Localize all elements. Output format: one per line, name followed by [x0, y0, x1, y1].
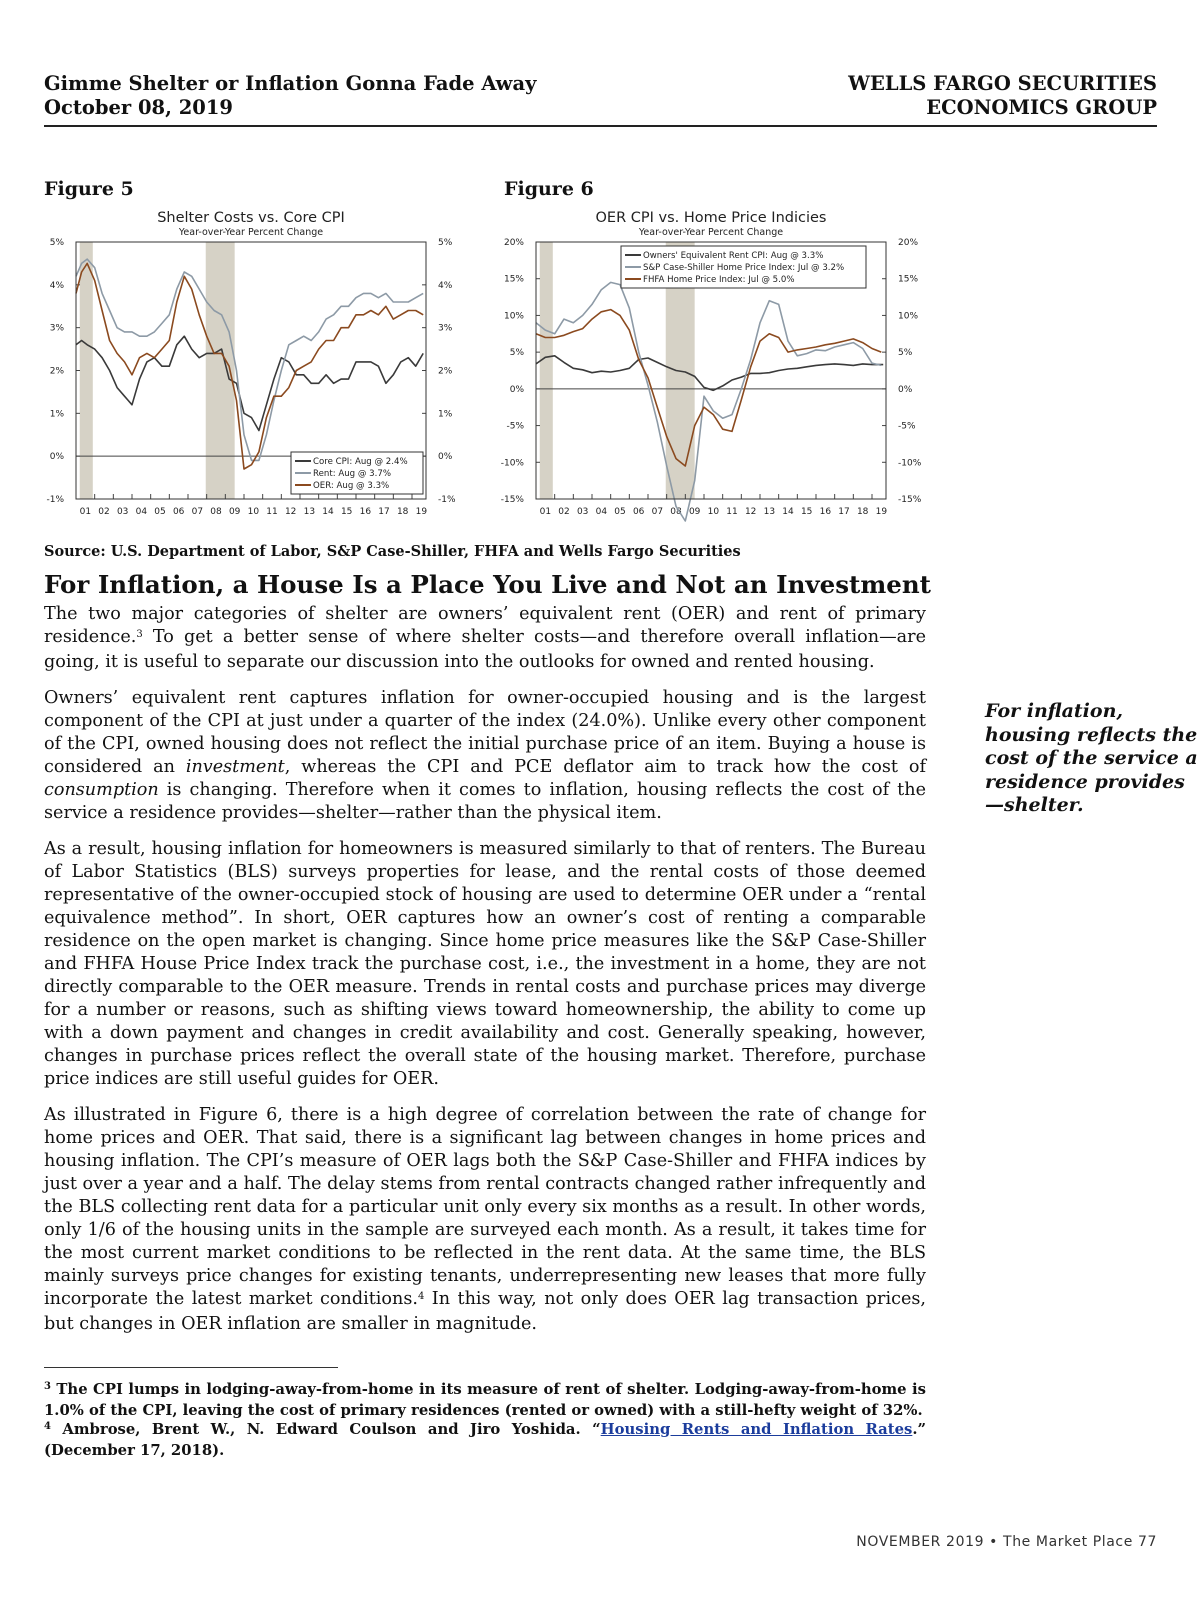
fig5-xtick-14: 14 — [322, 507, 334, 517]
fig6-xtick-04: 04 — [595, 507, 608, 517]
fig6-xtick-06: 06 — [632, 507, 645, 517]
footnote-4-text-a: Ambrose, Brent W., N. Edward Coulson and Jiro Yoshida. “ — [50, 1421, 601, 1438]
fig5-xtick-11: 11 — [266, 507, 278, 517]
fig5-subtitle: Year-over-Year Percent Change — [178, 227, 324, 238]
p2-text-b: , whereas the CPI and PCE deflator aim to track how the cost of — [284, 757, 926, 777]
fig5-legend-label-0: Core CPI: Aug @ 2.4% — [313, 457, 408, 467]
report-date: October 08, 2019 — [44, 96, 233, 119]
footnotes — [44, 1380, 926, 1460]
fig6-ytick-left-2: 10% — [503, 311, 524, 322]
p2-emphasis-consumption: consumption — [44, 780, 159, 800]
fig6-ytick-left-5: -5% — [506, 421, 524, 432]
fig6-ytick-left-1: 15% — [503, 274, 524, 285]
fig6-ytick-right-4: 0% — [898, 384, 913, 395]
fig5-title: Shelter Costs vs. Core CPI — [157, 210, 345, 226]
fig5-xtick-15: 15 — [340, 507, 353, 517]
footnote-3 — [44, 1380, 926, 1420]
fig6-title: OER CPI vs. Home Price Indicies — [595, 210, 827, 226]
article-body — [44, 603, 926, 1349]
fig5-xtick-01: 01 — [79, 507, 92, 517]
fig6-ytick-right-2: 10% — [898, 311, 919, 322]
p2-text-c: is changing. Therefore when it comes to inflation, housing reflects the cost of the service a residence provides—shelter—rather than the physical item. — [44, 780, 926, 823]
fig6-ytick-right-5: -5% — [898, 421, 916, 432]
fig6-subtitle: Year-over-Year Percent Change — [638, 227, 784, 238]
paragraph-1 — [44, 603, 926, 674]
fig6-xtick-02: 02 — [558, 507, 570, 517]
fig6-xtick-07: 07 — [651, 507, 664, 517]
fig5-series-line-1 — [76, 259, 423, 460]
figure6-label: Figure 6 — [504, 178, 594, 200]
fig6-xtick-15: 15 — [800, 507, 813, 517]
fig6-series-line-2 — [536, 310, 881, 466]
fig6-xtick-03: 03 — [576, 507, 589, 517]
fig5-ytick-left-1: 4% — [49, 280, 64, 291]
header-rule — [44, 125, 1157, 127]
fig5-xtick-17: 17 — [378, 507, 390, 517]
fig6-xtick-11: 11 — [726, 507, 738, 517]
fig6-xtick-10: 10 — [707, 507, 720, 517]
report-header-right — [848, 72, 1157, 120]
fig5-ytick-right-1: 4% — [438, 280, 453, 291]
fig5-xtick-05: 05 — [154, 507, 166, 517]
fig5-ytick-left-2: 3% — [49, 323, 64, 334]
fig5-xtick-09: 09 — [228, 507, 241, 517]
fig5-xtick-10: 10 — [247, 507, 260, 517]
footnote-4-text-b: .” (December 17, 2018). — [44, 1421, 926, 1459]
fig5-ytick-left-4: 1% — [49, 409, 64, 420]
fig5-ytick-right-5: 0% — [438, 452, 453, 463]
fig6-ytick-left-3: 5% — [509, 348, 524, 359]
fig6-ytick-right-1: 15% — [898, 274, 919, 285]
p2-emphasis-investment: investment — [185, 757, 285, 777]
fig6-xtick-19: 19 — [875, 507, 888, 517]
fig6-xtick-08: 08 — [670, 507, 682, 517]
fig6-ytick-left-4: 0% — [509, 384, 524, 395]
footnote-ref-3[interactable]: 3 — [136, 629, 143, 640]
fig5-xtick-04: 04 — [135, 507, 148, 517]
footnote-3-text: The CPI lumps in lodging-away-from-home in its measure of rent of shelter. Lodging-away-from-home is 1.0% of the CPI, leaving the cost of primary residences (rented or owned) with a still-hefty weight of 32%. — [44, 1381, 926, 1419]
section-title: For Inflation, a House Is a Place You Live and Not an Investment — [44, 570, 932, 599]
fig5-xtick-16: 16 — [359, 507, 372, 517]
figure5-label: Figure 5 — [44, 178, 134, 200]
fig5-xtick-06: 06 — [172, 507, 185, 517]
publisher-group: ECONOMICS GROUP — [926, 96, 1157, 119]
fig6-ytick-right-7: -15% — [898, 495, 922, 505]
fig6-xtick-13: 13 — [763, 507, 776, 517]
fig5-xtick-12: 12 — [284, 507, 297, 517]
fig5-xtick-03: 03 — [116, 507, 129, 517]
footnote-rule — [44, 1367, 338, 1368]
fig5-ytick-right-3: 2% — [438, 366, 453, 377]
figure-source: Source: U.S. Department of Labor, S&P Case-Shiller, FHFA and Wells Fargo Securities — [44, 543, 741, 560]
fig5-xtick-13: 13 — [303, 507, 316, 517]
page-footer: NOVEMBER 2019 • The Market Place 77 — [856, 1534, 1157, 1550]
fig6-xtick-18: 18 — [856, 507, 869, 517]
fig6-ytick-left-0: 20% — [503, 238, 524, 248]
fig5-series-line-0 — [76, 336, 423, 430]
paragraph-2 — [44, 687, 926, 825]
fig5-ytick-right-6: -1% — [438, 495, 456, 505]
fig5-xtick-18: 18 — [396, 507, 409, 517]
footnote-4-number: 4 — [44, 1421, 51, 1432]
fig6-ytick-left-6: -10% — [500, 458, 524, 469]
fig5-ytick-left-3: 2% — [49, 366, 64, 377]
fig6-xtick-09: 09 — [688, 507, 701, 517]
p4-text-a: As illustrated in Figure 6, there is a high degree of correlation between the rate of change for home prices and OER. That said, there is a significant lag between changes in home prices and housing inflation. The CPI’s measure of OER lags both the S&P Case-Shiller and FHFA indices by just over a year and a half. The delay stems from rental contracts changed rather infrequently and the BLS collecting rent data for a particular unit only every six months as a result. In other words, only 1/6 of the housing units in the sample are surveyed each month. As a result, it takes time for the most current market conditions to be reflected in the rent data. At the same time, the BLS mainly surveys price changes for existing tenants, underrepresenting new leases that more fully incorporate the latest market conditions. — [44, 1105, 926, 1309]
fig6-xtick-01: 01 — [539, 507, 552, 517]
fig6-recession-band-0 — [540, 242, 553, 499]
figure6-chart — [496, 206, 936, 536]
fig5-recession-band-0 — [80, 242, 93, 499]
fig6-xtick-14: 14 — [782, 507, 794, 517]
fig6-ytick-left-7: -15% — [500, 495, 524, 505]
report-title: Gimme Shelter or Inflation Gonna Fade Away — [44, 72, 537, 95]
footnote-4 — [44, 1420, 926, 1460]
p1-text-b: To get a better sense of where shelter costs—and therefore overall inflation—are going, it is useful to separate our discussion into the outlooks for owned and rented housing. — [44, 627, 926, 672]
fig6-xtick-12: 12 — [744, 507, 757, 517]
fig6-legend-label-0: Owners' Equivalent Rent CPI: Aug @ 3.3% — [643, 251, 824, 261]
fig6-ytick-right-3: 5% — [898, 348, 913, 359]
fig6-xtick-05: 05 — [614, 507, 626, 517]
p2-text-a: Owners’ equivalent rent captures inflation for owner-occupied housing and is the largest component of the CPI at just under a quarter of the index (24.0%). Unlike every other component of the CPI, owned housing does not reflect the initial purchase price of an item. Buying a house is considered an — [44, 688, 926, 777]
p1-text-a: The two major categories of shelter are owners’ equivalent rent (OER) and rent of primary residence. — [44, 604, 926, 647]
fig5-xtick-08: 08 — [210, 507, 222, 517]
footnote-3-number: 3 — [44, 1381, 51, 1392]
fig5-ytick-left-0: 5% — [49, 238, 64, 248]
fig6-series-line-1 — [536, 282, 881, 521]
fig5-xtick-07: 07 — [191, 507, 204, 517]
fig5-legend-label-2: OER: Aug @ 3.3% — [313, 481, 390, 491]
footnote-ref-4[interactable]: 4 — [417, 1291, 425, 1302]
fig5-legend-label-1: Rent: Aug @ 3.7% — [313, 469, 391, 479]
fig5-ytick-right-0: 5% — [438, 238, 453, 248]
fig5-xtick-19: 19 — [415, 507, 428, 517]
fig6-legend-label-2: FHFA Home Price Index: Jul @ 5.0% — [643, 275, 795, 285]
fig6-ytick-right-0: 20% — [898, 238, 919, 248]
figure5-chart — [36, 206, 476, 536]
fig5-ytick-right-2: 3% — [438, 323, 453, 334]
fig5-ytick-left-6: -1% — [46, 495, 64, 505]
fig6-legend-label-1: S&P Case-Shiller Home Price Index: Jul @ 3.2% — [643, 263, 845, 273]
fig5-ytick-left-5: 0% — [49, 452, 64, 463]
fig6-ytick-right-6: -10% — [898, 458, 922, 469]
footnote-4-link[interactable]: Housing Rents and Inflation Rates — [600, 1421, 913, 1438]
sidebar-pull-quote: For inflation, housing reflects the cost of the service a residence provides—shelter. — [985, 700, 1198, 816]
paragraph-3: As a result, housing inflation for homeowners is measured similarly to that of renters. The Bureau of Labor Statistics (BLS) surveys properties for lease, and the rental costs of those deemed representative of the owner-occupied stock of housing are used to determine OER under a “rental equivalence method”. In short, OER captures how an owner’s cost of renting a comparable residence on the open market is changing. Since home price measures like the S&P Case-Shiller and FHFA House Price Index track the purchase cost, i.e., the investment in a home, they are not directly comparable to the OER measure. Trends in rental costs and purchase prices may diverge for a number or reasons, such as shifting views toward homeownership, the ability to come up with a down payment and changes in credit availability and cost. Generally speaking, however, changes in purchase prices reflect the overall state of the housing market. Therefore, purchase price indices are still useful guides for OER. — [44, 839, 926, 1089]
report-header-left — [44, 72, 536, 120]
fig6-xtick-16: 16 — [819, 507, 832, 517]
fig5-ytick-right-4: 1% — [438, 409, 453, 420]
publisher-name: WELLS FARGO SECURITIES — [848, 72, 1157, 95]
p4-text-b: In this way, not only does OER lag transaction prices, but changes in OER inflation are smaller in magnitude. — [44, 1289, 926, 1334]
paragraph-4 — [44, 1104, 926, 1336]
fig5-xtick-02: 02 — [98, 507, 110, 517]
fig6-xtick-17: 17 — [838, 507, 850, 517]
fig6-series-line-0 — [536, 356, 883, 391]
